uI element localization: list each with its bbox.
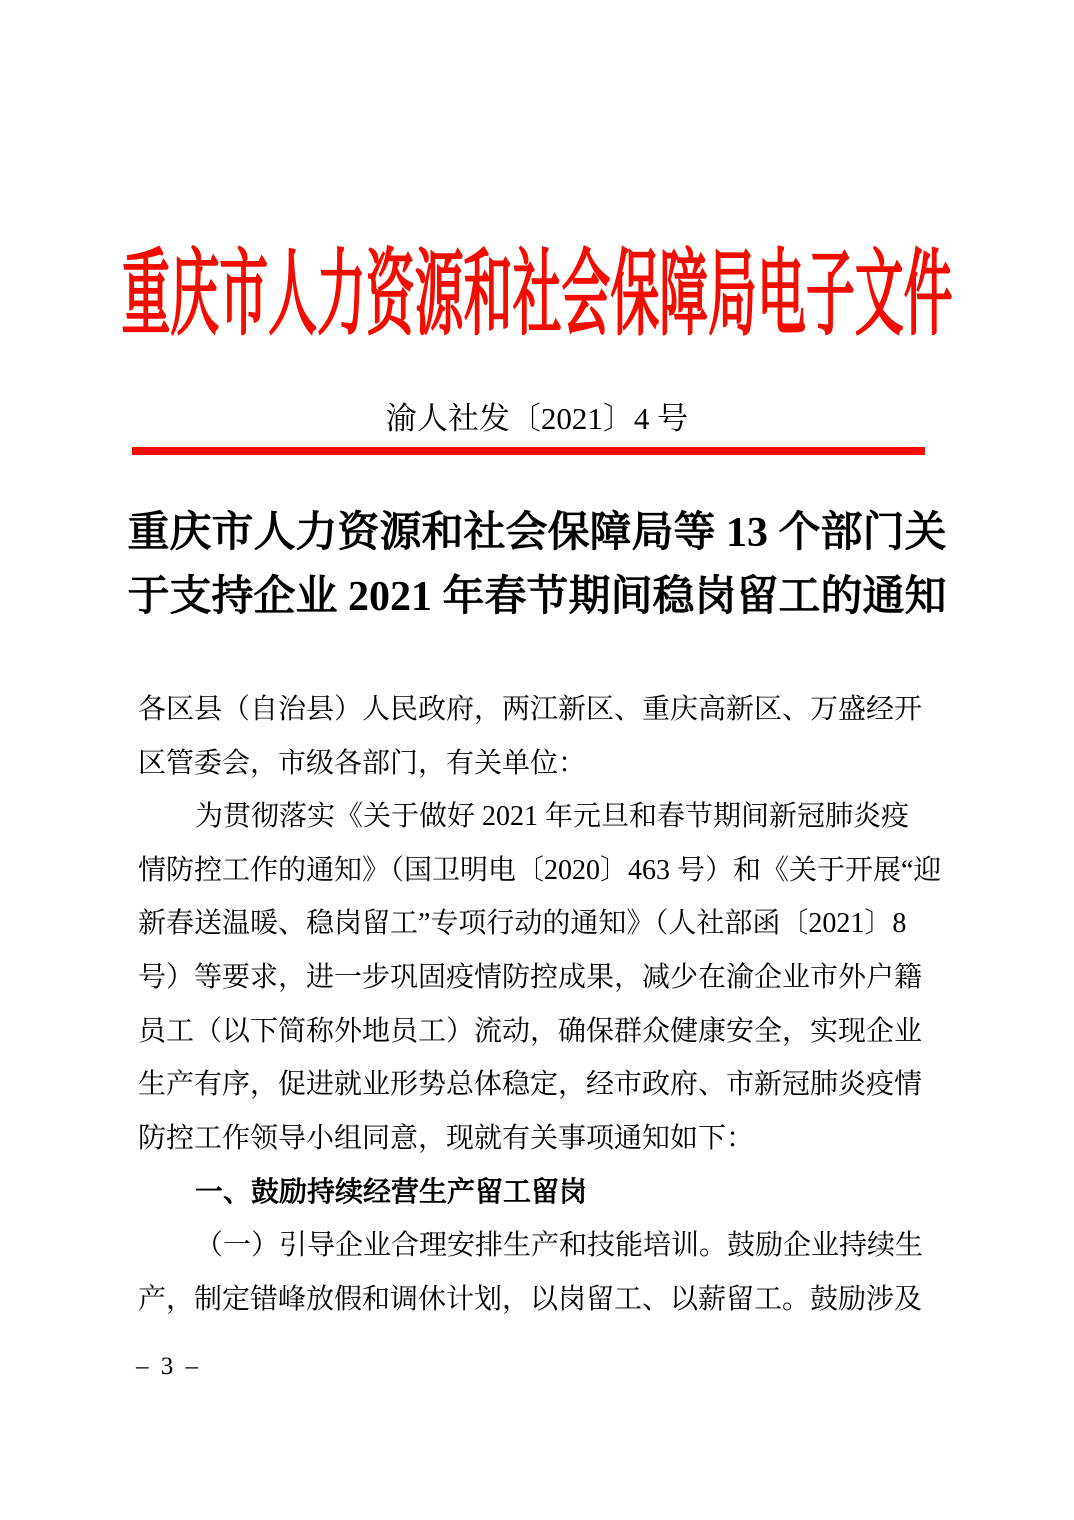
body-text-line: 号）等要求，进一步巩固疫情防控成果，减少在渝企业市外户籍	[138, 961, 923, 993]
body-text-line: 各区县（自治县）人民政府，两江新区、重庆高新区、万盛经开	[138, 694, 923, 725]
body-text-line: 生产有序，促进就业形势总体稳定，经市政府、市新冠肺炎疫情	[138, 1069, 923, 1101]
section-heading: 一、鼓励持续经营生产留工留岗	[195, 1176, 588, 1208]
body-text-line: 新春送温暖、稳岗留工”专项行动的通知》（人社部函〔2021〕8	[138, 908, 907, 940]
body-text-line: 为贯彻落实《关于做好 2021 年元旦和春节期间新冠肺炎疫	[195, 801, 910, 833]
body-text-line: 产，制定错峰放假和调休计划，以岗留工、以薪留工。鼓励涉及	[138, 1283, 923, 1315]
page-number: – 3 –	[136, 1353, 201, 1380]
body-text-line: 区管委会，市级各部门，有关单位：	[138, 747, 587, 779]
agency-banner	[0, 243, 1074, 347]
body-text-line: 员工（以下简称外地员工）流动，确保群众健康安全，实现企业	[138, 1015, 923, 1047]
document-title-line-1: 重庆市人力资源和社会保障局等 13 个部门关	[127, 510, 947, 556]
agency-banner-text: 重庆市人力资源和社会保障局电子文件	[121, 243, 953, 347]
body-text-line: 情防控工作的通知》（国卫明电〔2020〕463 号）和《关于开展“迎	[138, 854, 942, 886]
document-title	[0, 501, 1074, 629]
body-text-line: 防控工作领导小组同意，现就有关事项通知如下：	[138, 1122, 755, 1154]
body-text-segment: 鼓励企业持续生	[727, 1229, 924, 1261]
document-title-line-2: 于支持企业 2021 年春节期间稳岗留工的通知	[127, 574, 947, 620]
document-body	[138, 683, 942, 1326]
body-text-line	[138, 1219, 938, 1273]
clause-lead-text: （一）引导企业合理安排生产和技能培训。	[195, 1229, 728, 1261]
doc-number: 渝人社发〔2021〕4 号	[385, 401, 689, 436]
red-divider-rule	[132, 447, 925, 455]
